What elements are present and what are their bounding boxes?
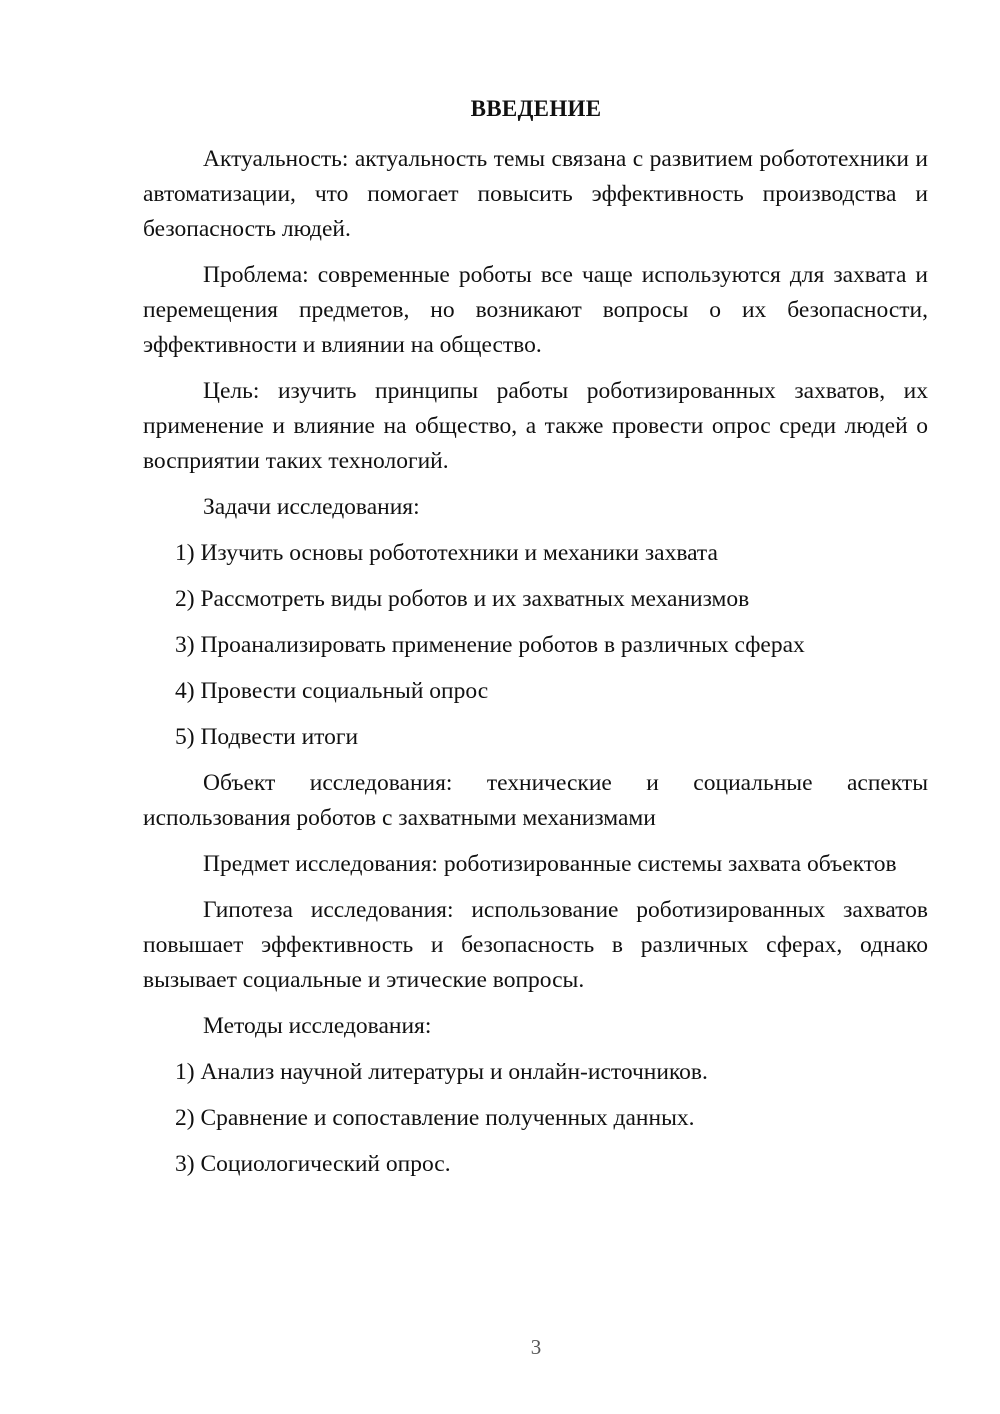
problem-paragraph: Проблема: современные роботы все чаще используются для захвата и перемещения предметов, но возникают вопросы о их безопасности, эффективности и влиянии на общество. bbox=[143, 262, 928, 358]
method-item: 3) Социологический опрос. bbox=[175, 1151, 451, 1177]
relevance-paragraph: Актуальность: актуальность темы связана с развитием робототехники и автоматизации, что помогает повысить эффективность производства и безопасность людей. bbox=[143, 146, 928, 242]
task-item: 1) Изучить основы робототехники и механики захвата bbox=[175, 540, 718, 566]
task-item: 4) Провести социальный опрос bbox=[175, 678, 489, 704]
methods-heading: Методы исследования: bbox=[203, 1013, 432, 1039]
section-title: ВВЕДЕНИЕ bbox=[470, 96, 602, 121]
task-item: 5) Подвести итоги bbox=[175, 724, 359, 750]
document-body bbox=[143, 142, 928, 1193]
task-item: 3) Проанализировать применение роботов в различных сферах bbox=[175, 632, 805, 658]
goal-paragraph: Цель: изучить принципы работы роботизированных захватов, их применение и влияние на общество, а также провести опрос среди людей о восприятии таких технологий. bbox=[143, 378, 928, 474]
subject-paragraph: Предмет исследования: роботизированные системы захвата объектов bbox=[203, 851, 897, 877]
object-paragraph: Объект исследования: технические и социальные аспекты использования роботов с захватными механизмами bbox=[143, 770, 928, 831]
task-item: 2) Рассмотреть виды роботов и их захватных механизмов bbox=[175, 586, 750, 612]
hypothesis-paragraph: Гипотеза исследования: использование роботизированных захватов повышает эффективность и безопасность в различных сферах, однако вызывает социальные и этические вопросы. bbox=[143, 897, 928, 993]
method-item: 1) Анализ научной литературы и онлайн-источников. bbox=[175, 1059, 708, 1085]
tasks-heading: Задачи исследования: bbox=[203, 494, 420, 520]
method-item: 2) Сравнение и сопоставление полученных данных. bbox=[175, 1105, 695, 1131]
page-number: 3 bbox=[530, 1335, 542, 1359]
